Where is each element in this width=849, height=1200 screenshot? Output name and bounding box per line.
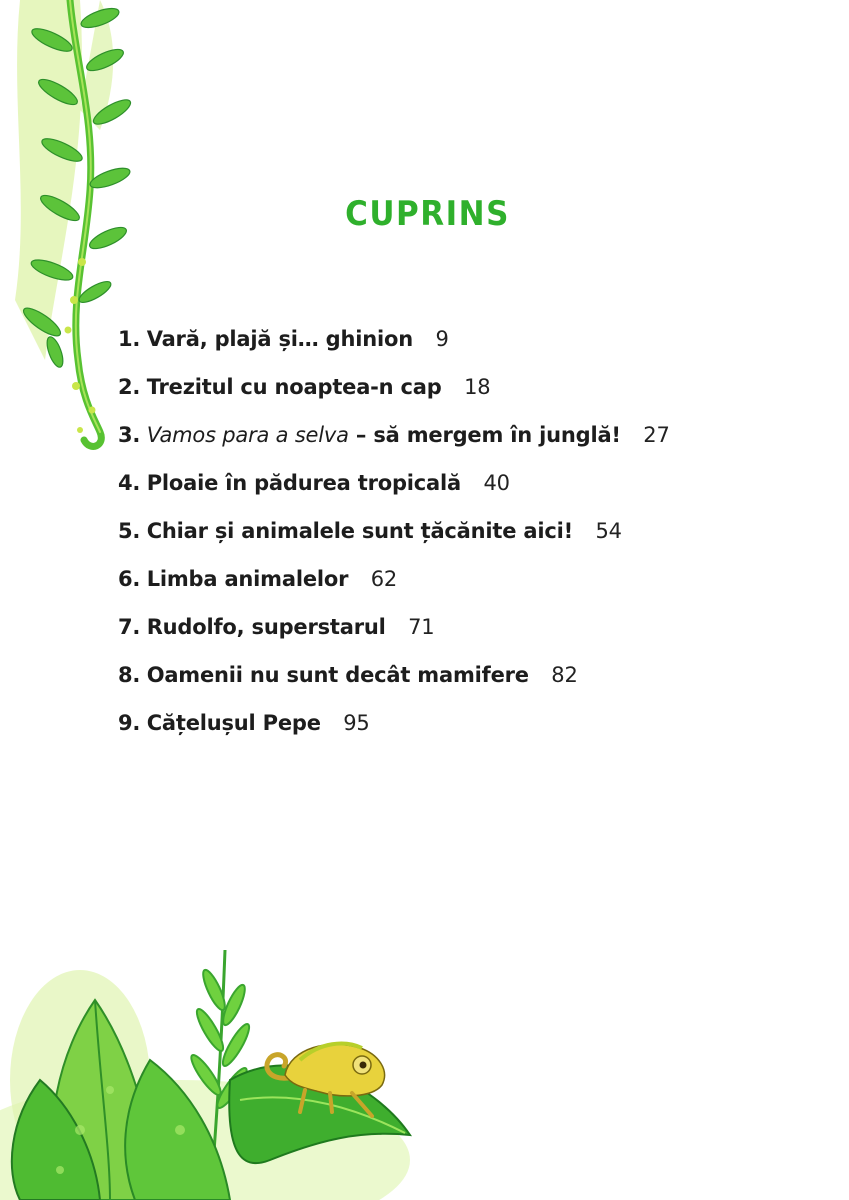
entry-number: 1.	[118, 327, 141, 351]
entry-number: 3.	[118, 423, 141, 447]
toc-entry-1	[118, 320, 818, 368]
entry-page-number: 71	[408, 615, 435, 639]
entry-number: 7.	[118, 615, 141, 639]
entry-title: Ploaie în pădurea tropicală	[146, 471, 461, 495]
toc-entry-3	[118, 416, 818, 464]
toc-entry-8	[118, 656, 818, 704]
entry-number: 8.	[118, 663, 141, 687]
entry-page-number: 27	[643, 423, 670, 447]
toc-entry-7	[118, 608, 818, 656]
entry-title: Rudolfo, superstarul	[146, 615, 386, 639]
entry-page-number: 18	[464, 375, 491, 399]
entry-title: Limba animalelor	[146, 567, 349, 591]
entry-title: Oamenii nu sunt decât mamifere	[146, 663, 529, 687]
jungle-chameleon-illustration	[0, 930, 430, 1200]
entry-number: 4.	[118, 471, 141, 495]
entry-title-italic: Vamos para a selva	[146, 423, 349, 447]
entry-page-number: 9	[435, 327, 449, 351]
toc-entry-2	[118, 368, 818, 416]
entry-number: 6.	[118, 567, 141, 591]
entry-title: Trezitul cu noaptea-n cap	[146, 375, 442, 399]
entry-number: 2.	[118, 375, 141, 399]
toc-entry-6	[118, 560, 818, 608]
table-of-contents	[118, 320, 818, 752]
entry-number: 9.	[118, 711, 141, 735]
entry-page-number: 54	[595, 519, 622, 543]
toc-entry-9	[118, 704, 818, 752]
page-title: CUPRINS	[345, 194, 510, 234]
entry-page-number: 82	[551, 663, 578, 687]
entry-title: – să mergem în junglă!	[348, 423, 621, 447]
entry-title: Vară, plajă și… ghinion	[146, 327, 413, 351]
entry-title: Chiar și animalele sunt țăcănite aici!	[146, 519, 573, 543]
entry-page-number: 62	[370, 567, 398, 591]
toc-entry-4	[118, 464, 818, 512]
entry-page-number: 40	[483, 471, 510, 495]
entry-title: Cățelușul Pepe	[146, 711, 321, 735]
entry-page-number: 95	[343, 711, 370, 735]
entry-number: 5.	[118, 519, 141, 543]
toc-entry-5	[118, 512, 818, 560]
